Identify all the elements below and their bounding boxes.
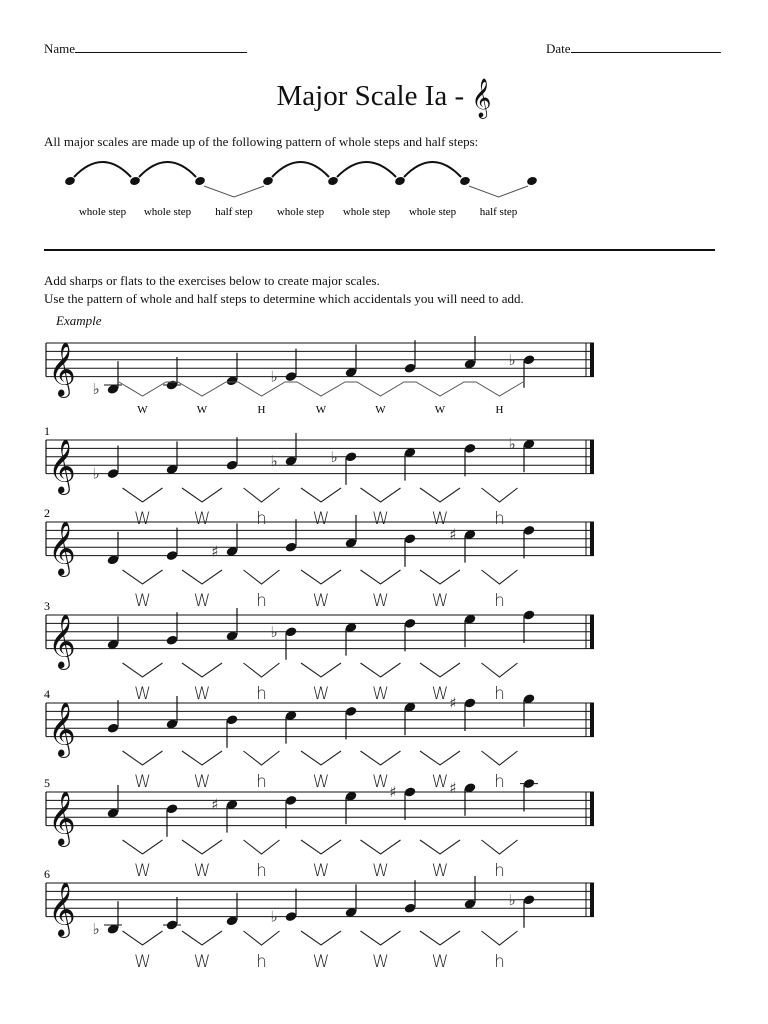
ex6-hand-v-5 <box>420 931 460 945</box>
ex2-hand-v-4 <box>361 570 401 584</box>
example-step-label-4: W <box>375 404 386 416</box>
ex1-hand-v-4 <box>361 488 401 502</box>
ex2-hand-step-6: h <box>494 591 505 611</box>
ex2-hand-v-3 <box>301 570 341 584</box>
ex4-hand-v-6 <box>482 751 518 765</box>
ex4-hand-step-6: h <box>494 772 505 792</box>
exercise-4-staff <box>44 687 594 792</box>
ex4-hand-step-4: W <box>372 772 389 792</box>
ex5-hand-step-4: W <box>372 861 389 881</box>
example-treble-clef-icon: 𝄞 <box>48 341 76 397</box>
ex5-hand-step-0: W <box>134 861 151 881</box>
ex1-hand-step-5: W <box>431 509 449 529</box>
ex4-hand-step-5: W <box>431 772 449 792</box>
ex1-hand-v-5 <box>420 488 460 502</box>
instruction-line-2: Use the pattern of whole and half steps to determine which accidentals you will need to add. <box>44 291 524 306</box>
exercise-6-staff <box>44 867 594 972</box>
exercise-number: 6 <box>44 867 50 881</box>
ex3-hand-v-5 <box>420 663 460 677</box>
ex3-hand-v-0 <box>123 663 163 677</box>
ex2-hand-step-0: W <box>134 591 151 611</box>
ex4-hand-v-5 <box>420 751 460 765</box>
ex1-hand-step-4: W <box>372 509 389 529</box>
ex4-sharp-icon-6: ♯ <box>449 694 457 712</box>
ex2-sharp-icon-2: ♯ <box>211 542 219 561</box>
ex2-hand-v-0 <box>123 570 163 584</box>
example-flat-icon-0: ♭ <box>92 380 100 399</box>
exercise-3-staff <box>44 599 594 704</box>
ex3-hand-step-4: W <box>372 684 389 704</box>
exercise-1-staff <box>44 424 594 529</box>
example-label: Example <box>56 313 102 328</box>
ex6-hand-v-4 <box>361 931 401 945</box>
ex6-hand-step-5: W <box>431 952 449 972</box>
pattern-label-4: whole step <box>342 206 391 218</box>
ex2-hand-v-1 <box>182 570 222 584</box>
example-step-label-0: W <box>137 404 148 416</box>
pattern-label-2: half step <box>215 206 253 218</box>
ex1-flat-icon-7: ♭ <box>508 435 516 454</box>
ex1-hand-v-1 <box>182 488 222 502</box>
ex6-hand-v-0 <box>123 931 163 945</box>
ex5-sharp-icon-6: ♯ <box>449 778 457 797</box>
example-flat-icon-3: ♭ <box>270 367 278 386</box>
ex4-hand-v-3 <box>301 751 341 765</box>
ex3-hand-v-3 <box>301 663 341 677</box>
ex2-hand-step-5: W <box>431 591 449 611</box>
ex2-treble-clef-icon: 𝄞 <box>48 520 76 576</box>
ex5-hand-v-6 <box>482 840 518 854</box>
example-step-zigzag <box>119 382 523 396</box>
exercise-number: 2 <box>44 506 50 520</box>
intro-text: All major scales are made up of the following pattern of whole steps and half steps: <box>44 134 479 149</box>
ex4-hand-v-0 <box>123 751 163 765</box>
ex4-hand-step-2: h <box>256 772 267 792</box>
ex3-hand-v-4 <box>361 663 401 677</box>
ex3-hand-step-3: W <box>312 684 330 704</box>
ex6-hand-step-0: W <box>134 952 151 972</box>
ex3-hand-v-1 <box>182 663 222 677</box>
ex1-hand-step-0: W <box>134 509 151 529</box>
ex6-hand-step-6: h <box>494 952 505 972</box>
ex3-hand-step-2: h <box>256 684 267 704</box>
ex2-hand-step-1: W <box>193 591 211 611</box>
ex3-hand-step-6: h <box>494 684 505 704</box>
ex2-hand-step-3: W <box>312 591 330 611</box>
ex6-treble-clef-icon: 𝄞 <box>48 881 76 937</box>
pattern-label-0: whole step <box>78 206 127 218</box>
ex1-hand-v-0 <box>123 488 163 502</box>
ex6-flat-icon-3: ♭ <box>270 907 278 926</box>
ex5-hand-v-5 <box>420 840 460 854</box>
ex6-hand-v-2 <box>244 931 280 945</box>
exercise-5-staff <box>44 776 594 881</box>
ex5-hand-step-6: h <box>494 861 505 881</box>
ex2-hand-v-5 <box>420 570 460 584</box>
ex6-hand-step-1: W <box>193 952 211 972</box>
ex5-sharp-icon-5: ♯ <box>389 783 397 801</box>
ex6-hand-step-3: W <box>312 952 330 972</box>
ex5-hand-step-5: W <box>431 861 449 881</box>
ex5-hand-v-4 <box>361 840 401 854</box>
ex5-hand-step-1: W <box>193 861 211 881</box>
exercise-number: 1 <box>44 424 50 438</box>
example-flat-icon-7: ♭ <box>508 350 516 369</box>
ex4-hand-step-1: W <box>193 772 211 792</box>
ex2-hand-step-4: W <box>372 591 389 611</box>
ex4-hand-v-1 <box>182 751 222 765</box>
exercise-number: 5 <box>44 776 50 790</box>
ex1-hand-v-3 <box>301 488 341 502</box>
ex6-hand-v-6 <box>482 931 518 945</box>
ex4-hand-step-0: W <box>134 772 151 792</box>
ex1-treble-clef-icon: 𝄞 <box>48 438 76 494</box>
ex1-hand-step-3: W <box>312 509 330 529</box>
ex3-hand-step-5: W <box>431 684 449 704</box>
ex2-hand-step-2: h <box>256 591 267 611</box>
ex1-hand-step-1: W <box>193 509 211 529</box>
ex1-flat-icon-3: ♭ <box>270 452 278 470</box>
ex3-hand-v-2 <box>244 663 280 677</box>
exercise-number: 3 <box>44 599 50 613</box>
ex1-hand-v-2 <box>244 488 280 502</box>
example-step-label-3: W <box>315 404 327 416</box>
ex1-hand-step-2: h <box>256 509 267 529</box>
ex5-hand-v-1 <box>182 840 222 854</box>
ex4-hand-step-3: W <box>312 772 330 792</box>
ex5-hand-v-2 <box>244 840 280 854</box>
ex1-flat-icon-0: ♭ <box>92 464 100 483</box>
name-label: Name <box>44 41 76 56</box>
ex4-hand-v-2 <box>244 751 280 765</box>
ex2-sharp-icon-6: ♯ <box>449 525 457 544</box>
pattern-label-5: whole step <box>408 206 457 218</box>
exercise-number: 4 <box>44 687 50 701</box>
exercise-2-staff <box>44 506 594 611</box>
ex5-hand-step-2: h <box>256 861 267 881</box>
example-step-label-1: W <box>196 404 208 416</box>
example-step-label-6: H <box>495 404 504 416</box>
ex1-hand-v-6 <box>482 488 518 502</box>
ex4-treble-clef-icon: 𝄞 <box>48 701 76 757</box>
example-step-label-5: W <box>434 404 446 416</box>
ex5-hand-step-3: W <box>312 861 330 881</box>
ex1-hand-step-6: h <box>494 509 505 529</box>
ex5-hand-v-0 <box>123 840 163 854</box>
ex1-flat-icon-4: ♭ <box>330 447 338 466</box>
treble-clef-icon: 𝄞 <box>471 78 492 118</box>
title-text: Major Scale Ia - <box>276 80 465 112</box>
pattern-label-6: half step <box>479 206 518 218</box>
ex6-hand-v-1 <box>182 931 222 945</box>
example-staff <box>46 336 594 416</box>
ex3-hand-v-6 <box>482 663 518 677</box>
ex5-sharp-icon-2: ♯ <box>211 795 219 814</box>
ex6-hand-step-2: h <box>256 952 267 972</box>
instruction-line-1: Add sharps or flats to the exercises below to create major scales. <box>44 273 380 288</box>
ex6-flat-icon-0: ♭ <box>92 920 100 939</box>
example-step-label-2: H <box>257 404 266 416</box>
ex6-flat-icon-7: ♭ <box>508 890 516 909</box>
ex2-hand-v-2 <box>244 570 280 584</box>
ex3-hand-step-1: W <box>193 684 211 704</box>
ex6-hand-v-3 <box>301 931 341 945</box>
ex3-flat-icon-3: ♭ <box>270 622 278 641</box>
ex5-hand-v-3 <box>301 840 341 854</box>
pattern-label-3: whole step <box>276 206 325 218</box>
ex2-hand-v-6 <box>482 570 518 584</box>
ex5-treble-clef-icon: 𝄞 <box>48 790 76 846</box>
pattern-label-1: whole step <box>143 206 192 218</box>
ex6-hand-step-4: W <box>372 952 389 972</box>
ex3-treble-clef-icon: 𝄞 <box>48 613 76 669</box>
ex3-hand-step-0: W <box>134 684 151 704</box>
date-label: Date <box>546 41 571 56</box>
ex4-hand-v-4 <box>361 751 401 765</box>
